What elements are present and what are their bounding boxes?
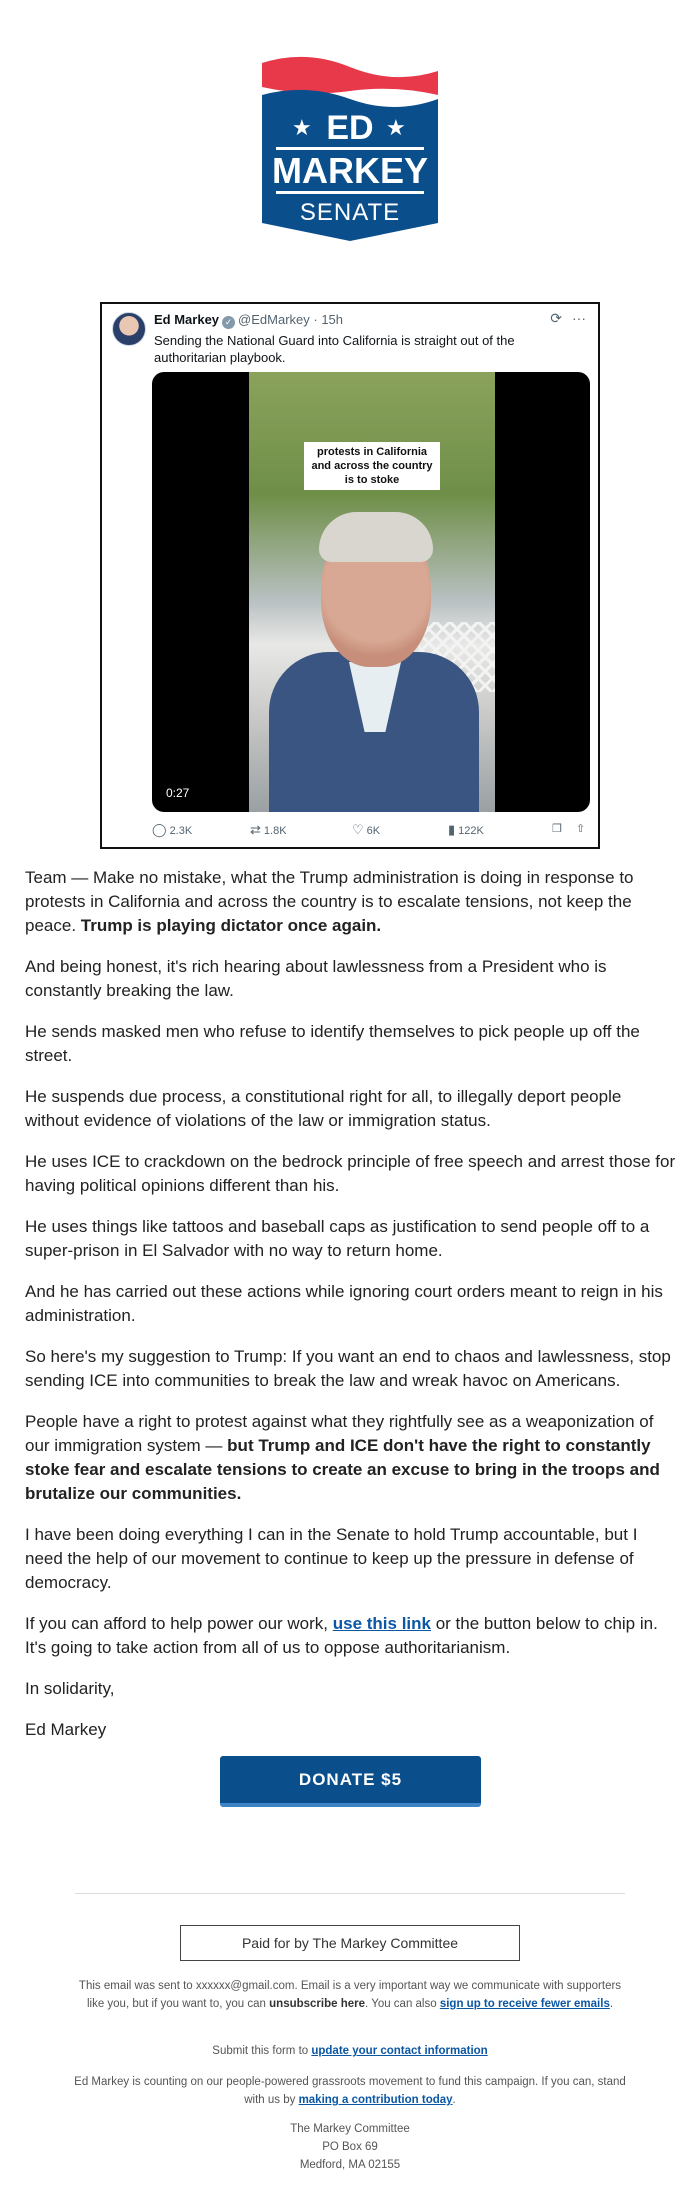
grok-icon[interactable]: ⟳ (550, 310, 562, 326)
paragraph-8: So here's my suggestion to Trump: If you want an end to chaos and lawlessness, stop sending ICE into communities to break the law and wreak havoc on Americans. (25, 1347, 671, 1390)
paragraph-2: And being honest, it's rich hearing about lawlessness from a President who is constantly breaking the law. (25, 957, 607, 1000)
reply-button[interactable] (152, 822, 192, 838)
view-count: 122K (458, 825, 484, 837)
paragraph-3: He sends masked men who refuse to identify themselves to pick people up off the street. (25, 1022, 640, 1065)
logo-star-left: ★ (292, 116, 312, 141)
paragraph-6: He uses things like tattoos and baseball caps as justification to send people off to a super-prison in El Salvador with no way to return home. (25, 1217, 650, 1260)
fewer-emails-link[interactable]: sign up to receive fewer emails (439, 1998, 610, 2010)
recipient-email: xxxxxx@gmail.com (195, 1980, 295, 1992)
paragraph-11: If you can afford to help power our work, use this link or the button below to chip in. It's going to take action from all of us to oppose authoritarianism. (25, 1614, 658, 1657)
share-icon[interactable]: ⇧ (576, 823, 586, 835)
tweet-actions (152, 822, 590, 842)
like-count: 6K (366, 825, 381, 837)
like-button[interactable] (352, 822, 380, 838)
use-this-link[interactable]: use this link (332, 1614, 431, 1633)
address-line-1: The Markey Committee (290, 2123, 410, 2135)
contribution-notice: Ed Markey is counting on our people-powered grassroots movement to fund this campaign. If you can, stand with us by making a contribution today. (74, 2076, 626, 2106)
verified-badge-icon: ✓ (222, 316, 235, 329)
tweet-handle[interactable]: @EdMarkey (238, 312, 310, 327)
video-duration: 0:27 (166, 786, 190, 800)
bookmark-icon[interactable]: ❒ (552, 823, 562, 835)
tweet-time: · 15h (313, 312, 344, 327)
mailing-address (70, 2120, 630, 2174)
address-line-2: PO Box 69 (322, 2141, 378, 2153)
repost-count: 1.8K (263, 825, 287, 837)
update-info-notice: Submit this form to update your contact information (212, 2045, 488, 2057)
address-line-3: Medford, MA 02155 (299, 2159, 401, 2171)
paragraph-10: I have been doing everything I can in the Senate to hold Trump accountable, but I need the help of our movement to continue to keep up the pressure in defense of democracy. (25, 1525, 638, 1592)
video-frame (249, 372, 495, 812)
markey-senate-logo (262, 55, 438, 241)
reply-icon: ◯ (152, 822, 167, 837)
views-icon: ▮ (448, 822, 456, 837)
views-button[interactable] (448, 822, 484, 838)
paid-for-box: Paid for by The Markey Committee (180, 1925, 520, 1961)
person-hair-shape (319, 512, 433, 562)
paragraph-9: People have a right to protest against what they rightfully see as a weaponization of our immigration system — but Trump and ICE don't have the right to constantly stoke fear and escalate tensions to create an excuse to bring in the troops and brutalize our communities. (25, 1412, 660, 1503)
tweet-top-icons (540, 310, 586, 327)
donate-button[interactable]: DONATE $5 (220, 1756, 481, 1807)
paragraph-7: And he has carried out these actions while ignoring court orders meant to reign in his administration. (25, 1282, 663, 1325)
avatar[interactable] (112, 312, 146, 346)
tweet-author-name[interactable]: Ed Markey (154, 312, 220, 327)
tweet-video[interactable] (152, 372, 590, 812)
paragraph-1: Team — Make no mistake, what the Trump administration is doing in response to protests in California and across the country is to escalate tensions, not keep the peace. Trump is playing dictator once again. (25, 868, 634, 935)
reply-count: 2.3K (169, 825, 193, 837)
paragraph-5: He uses ICE to crackdown on the bedrock principle of free speech and arrest those for having political opinions different than his. (25, 1152, 676, 1195)
video-caption: protests in California and across the country is to stoke (304, 442, 440, 490)
tweet-embed[interactable] (100, 302, 600, 849)
unsubscribe-link[interactable]: unsubscribe here (269, 1998, 366, 2010)
logo-senate: SENATE (299, 199, 401, 226)
signoff: In solidarity, (25, 1679, 115, 1698)
logo-markey: MARKEY (271, 150, 429, 191)
logo-section (0, 0, 700, 290)
repost-button[interactable] (250, 822, 287, 838)
tweet-header (154, 312, 343, 329)
repost-icon: ⇄ (250, 822, 261, 837)
email-notice: This email was sent to xxxxxx@gmail.com. Email is a very important way we communicate with supporters like you, but if you want to, you can unsubscribe here. You can also sign up to receive fewer emails. (78, 1980, 622, 2010)
footer-divider (75, 1893, 625, 1894)
update-contact-link[interactable]: update your contact information (311, 2045, 488, 2057)
paragraph-4: He suspends due process, a constitutional right for all, to illegally deport people without evidence of violations of the law or immigration status. (25, 1087, 622, 1130)
heart-icon: ♡ (352, 822, 364, 837)
email-body (25, 866, 677, 1759)
logo-star-right: ★ (386, 116, 406, 141)
signature: Ed Markey (25, 1720, 107, 1739)
logo-ed: ED (326, 109, 374, 147)
tweet-text: Sending the National Guard into California is straight out of the authoritarian playbook. (154, 333, 515, 365)
contribution-link[interactable]: making a contribution today (298, 2094, 453, 2106)
more-options-icon[interactable]: ··· (572, 310, 586, 326)
